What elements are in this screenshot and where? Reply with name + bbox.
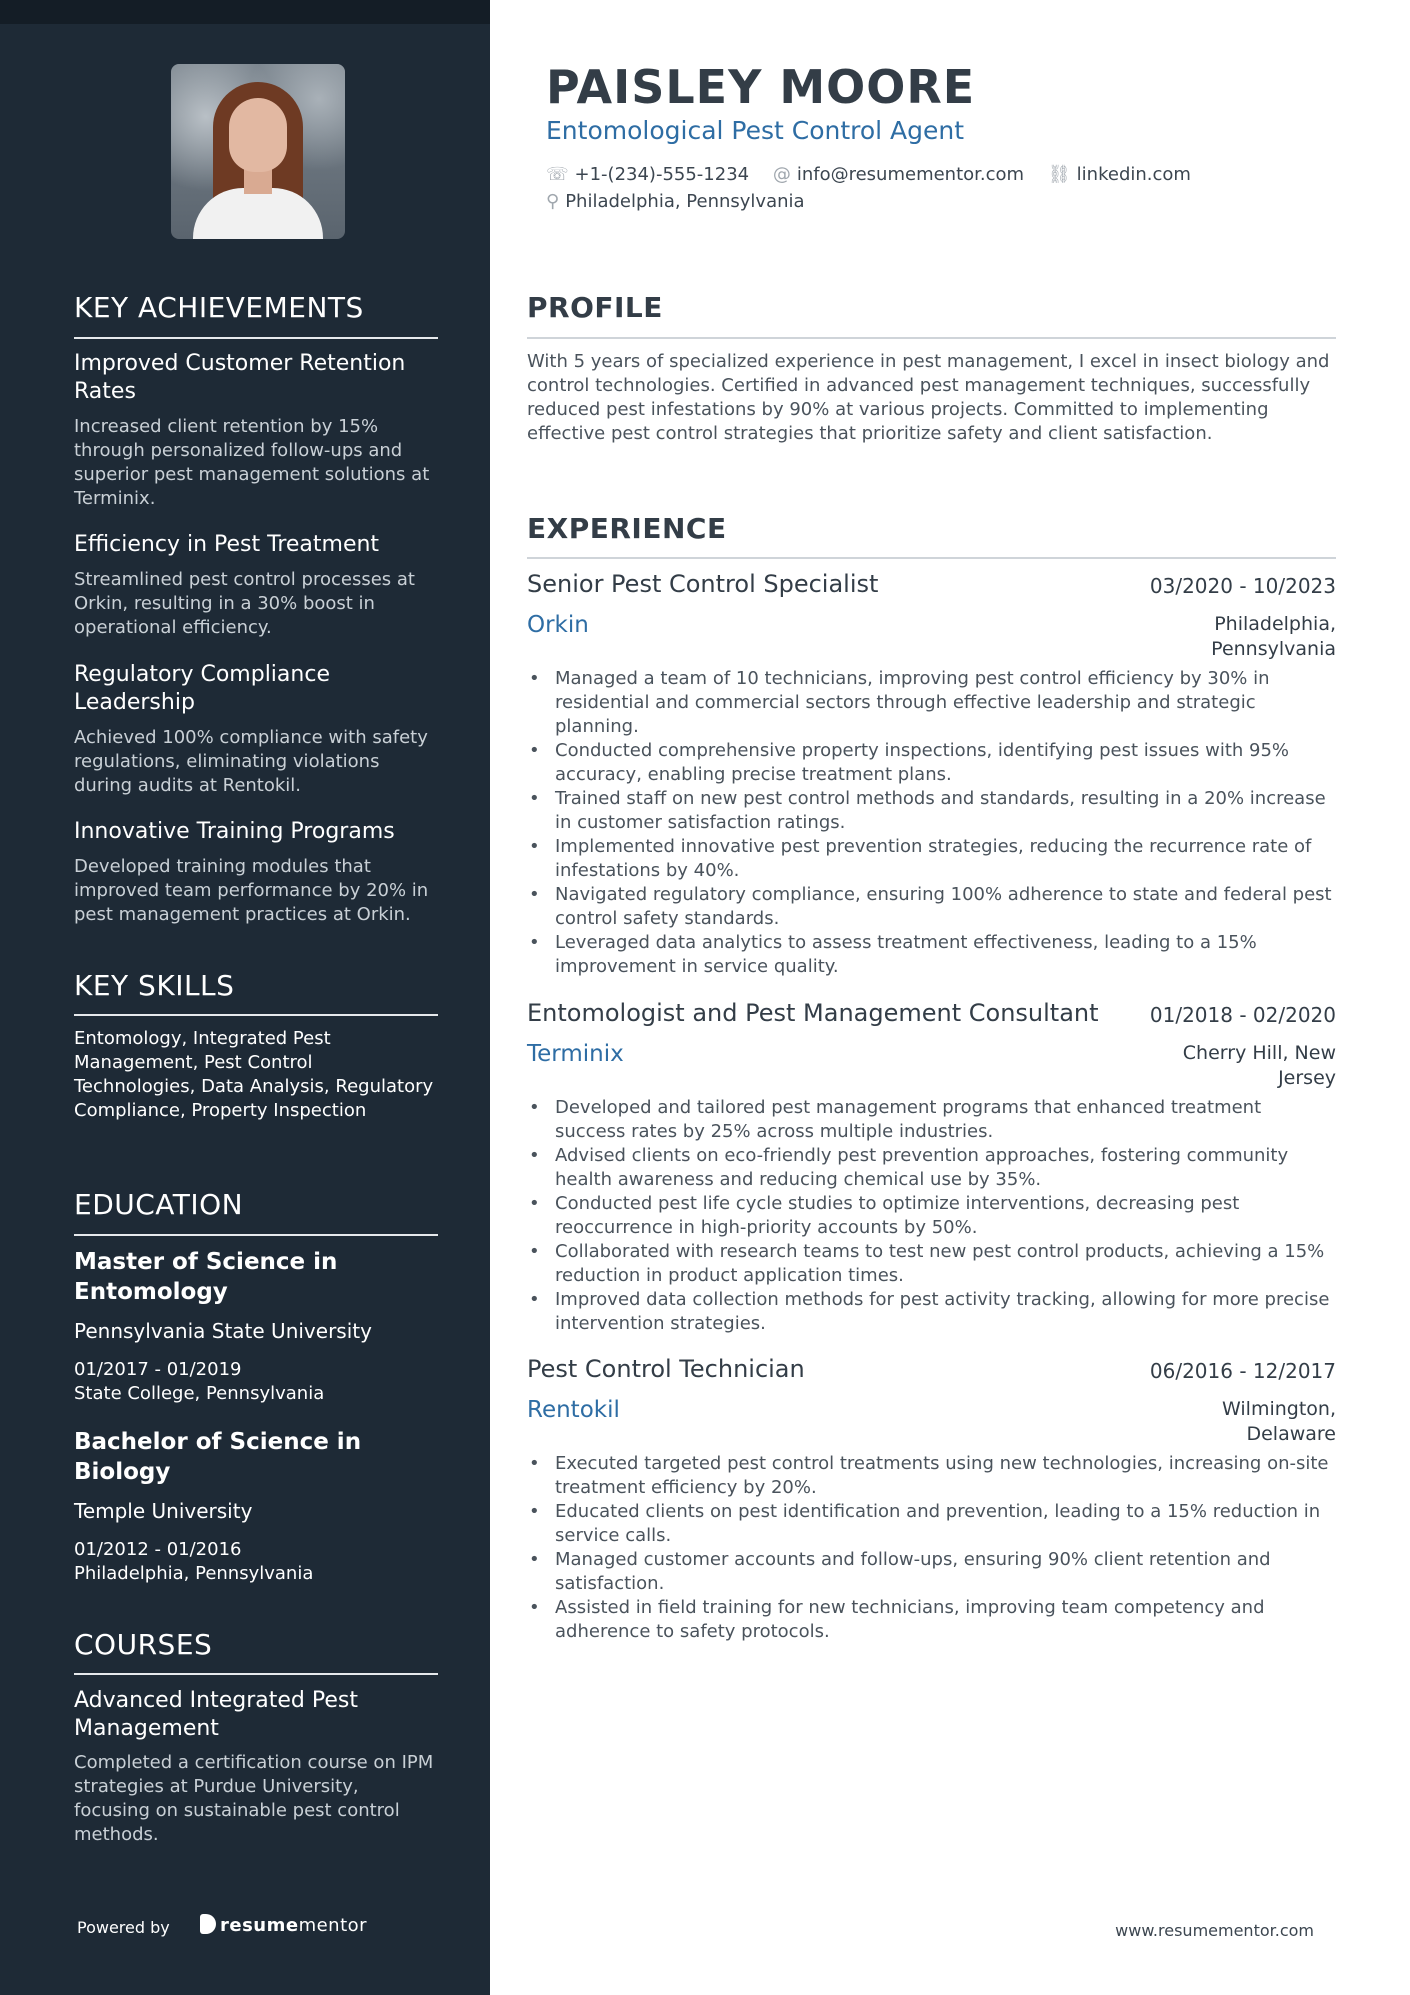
job-bullet: • Conducted comprehensive property inspections, identifying pest issues with 95% accuracy, enabling precise treatment plans.: [527, 739, 1336, 787]
education-school: Pennsylvania State University: [74, 1319, 372, 1343]
job-bullet: • Improved data collection methods for pest activity tracking, allowing for more precise intervention strategies.: [527, 1288, 1336, 1336]
course-title: Advanced Integrated Pest Management: [74, 1688, 358, 1741]
achievements-heading: KEY ACHIEVEMENTS: [74, 291, 364, 324]
course-description: Completed a certification course on IPM strategies at Purdue University, focusing on sustainable pest control methods.: [74, 1752, 434, 1845]
job-dates: 01/2018 - 02/2020: [1149, 1003, 1336, 1027]
job-bullet: • Implemented innovative pest prevention strategies, reducing the recurrence rate of infestations by 40%.: [527, 835, 1336, 883]
education-heading: EDUCATION: [74, 1188, 244, 1221]
job-location: Cherry Hill, New Jersey: [1182, 1042, 1336, 1089]
achievement-description: Achieved 100% compliance with safety regulations, eliminating violations during audits at Rentokil.: [74, 727, 428, 796]
job-dates: 03/2020 - 10/2023: [1149, 574, 1336, 598]
job-role: Pest Control Technician: [527, 1355, 805, 1383]
contact-email[interactable]: [773, 164, 1024, 185]
achievement-description: Streamlined pest control processes at Orkin, resulting in a 30% boost in operational efficiency.: [74, 569, 415, 638]
job-bullet: • Developed and tailored pest management programs that enhanced treatment success rates by 25% across multiple industries.: [527, 1096, 1336, 1144]
skills-heading: KEY SKILLS: [74, 969, 235, 1002]
job-role: Entomologist and Pest Management Consultant: [527, 999, 1099, 1027]
achievement-description: Increased client retention by 15% through personalized follow-ups and superior pest management solutions at Terminix.: [74, 416, 430, 509]
job-role: Senior Pest Control Specialist: [527, 570, 879, 598]
achievements-divider: [74, 337, 438, 339]
job-bullet: • Leveraged data analytics to assess treatment effectiveness, leading to a 15% improvement in service quality.: [527, 931, 1336, 979]
powered-by-label: Powered by: [77, 1918, 170, 1937]
brand-mark-icon: [200, 1914, 216, 1934]
profile-photo: [171, 64, 345, 239]
education-degree: Bachelor of Science in Biology: [74, 1429, 362, 1485]
education-location: State College, Pennsylvania: [74, 1383, 325, 1404]
skills-list: Entomology, Integrated Pest Management, Pest Control Technologies, Data Analysis, Regulatory Compliance, Property Inspection: [74, 1028, 434, 1121]
job-bullet-list: [527, 667, 1336, 979]
education-location: Philadelphia, Pennsylvania: [74, 1563, 314, 1584]
achievement-title: Improved Customer Retention Rates: [74, 351, 406, 404]
experience-divider: [527, 557, 1336, 559]
candidate-name: PAISLEY MOORE: [546, 60, 976, 114]
job-company: Orkin: [527, 612, 589, 638]
phone-icon: ☏: [546, 164, 569, 185]
profile-summary: With 5 years of specialized experience in pest management, I excel in insect biology and control technologies. Certified in advanced pest management techniques, successfully reduced pest infestations by 90% at various projects. Committed to implementing effective pest control strategies that prioritize safety and client satisfaction.: [527, 351, 1330, 444]
courses-divider: [74, 1673, 438, 1675]
job-bullet: • Advised clients on eco-friendly pest prevention approaches, fostering community health awareness and reducing chemical use by 35%.: [527, 1144, 1336, 1192]
location-text: Philadelphia, Pennsylvania: [565, 191, 805, 212]
contact-linkedin[interactable]: [1048, 164, 1191, 185]
courses-heading: COURSES: [74, 1628, 213, 1661]
brand-name-light: mentor: [298, 1915, 368, 1936]
link-icon: ⛓: [1047, 164, 1071, 185]
job-bullet: • Collaborated with research teams to test new pest control products, achieving a 15% reduction in product application times.: [527, 1240, 1336, 1288]
job-bullet: • Trained staff on new pest control methods and standards, resulting in a 20% increase in customer satisfaction ratings.: [527, 787, 1336, 835]
candidate-title: Entomological Pest Control Agent: [546, 116, 965, 145]
job-bullet: • Navigated regulatory compliance, ensuring 100% adherence to state and federal pest control safety standards.: [527, 883, 1336, 931]
job-bullet: • Educated clients on pest identification and prevention, leading to a 15% reduction in service calls.: [527, 1500, 1336, 1548]
education-dates: 01/2012 - 01/2016: [74, 1539, 242, 1560]
sidebar-top-band: [0, 0, 490, 24]
achievement-description: Developed training modules that improved team performance by 20% in pest management practices at Orkin.: [74, 856, 429, 925]
contact-phone[interactable]: [546, 164, 749, 185]
job-bullet: • Conducted pest life cycle studies to optimize interventions, decreasing pest reoccurrence in high-priority accounts by 50%.: [527, 1192, 1336, 1240]
job-bullet: • Managed a team of 10 technicians, improving pest control efficiency by 30% in residential and commercial sectors through effective leadership and strategic planning.: [527, 667, 1336, 739]
job-bullet: • Executed targeted pest control treatments using new technologies, increasing on-site treatment efficiency by 20%.: [527, 1452, 1336, 1500]
phone-text: +1-(234)-555-1234: [574, 164, 750, 185]
email-text: info@resumementor.com: [796, 164, 1025, 185]
job-bullet: • Managed customer accounts and follow-ups, ensuring 90% client retention and satisfaction.: [527, 1548, 1336, 1596]
job-location: Philadelphia, Pennsylvania: [1211, 613, 1336, 660]
at-icon: @: [772, 164, 791, 185]
sidebar: [0, 0, 490, 1995]
job-location: Wilmington, Delaware: [1222, 1398, 1336, 1445]
contact-location: [546, 191, 805, 212]
contact-row: [546, 164, 1209, 185]
achievement-title: Innovative Training Programs: [74, 819, 395, 844]
experience-heading: EXPERIENCE: [527, 512, 727, 545]
education-degree: Master of Science in Entomology: [74, 1249, 338, 1305]
profile-heading: PROFILE: [527, 291, 663, 324]
photo-face: [229, 98, 287, 172]
job-bullet-list: [527, 1452, 1336, 1644]
location-pin-icon: ⚲: [546, 191, 560, 212]
resumementor-logo[interactable]: [200, 1914, 367, 1936]
contact-row-location: [546, 191, 823, 212]
job-bullet-list: [527, 1096, 1336, 1336]
education-dates: 01/2017 - 01/2019: [74, 1359, 242, 1380]
education-divider: [74, 1234, 438, 1236]
brand-name-bold: resume: [220, 1915, 299, 1936]
achievement-title: Efficiency in Pest Treatment: [74, 532, 380, 557]
job-bullet: • Assisted in field training for new technicians, improving team competency and adherence to safety protocols.: [527, 1596, 1336, 1644]
education-school: Temple University: [74, 1499, 253, 1523]
job-company: Terminix: [527, 1041, 624, 1067]
footer-website-link[interactable]: www.resumementor.com: [1115, 1921, 1314, 1940]
profile-divider: [527, 337, 1336, 339]
skills-divider: [74, 1014, 438, 1016]
achievement-title: Regulatory Compliance Leadership: [74, 662, 330, 715]
linkedin-text: linkedin.com: [1076, 164, 1191, 185]
job-company: Rentokil: [527, 1397, 620, 1423]
job-dates: 06/2016 - 12/2017: [1149, 1359, 1336, 1383]
